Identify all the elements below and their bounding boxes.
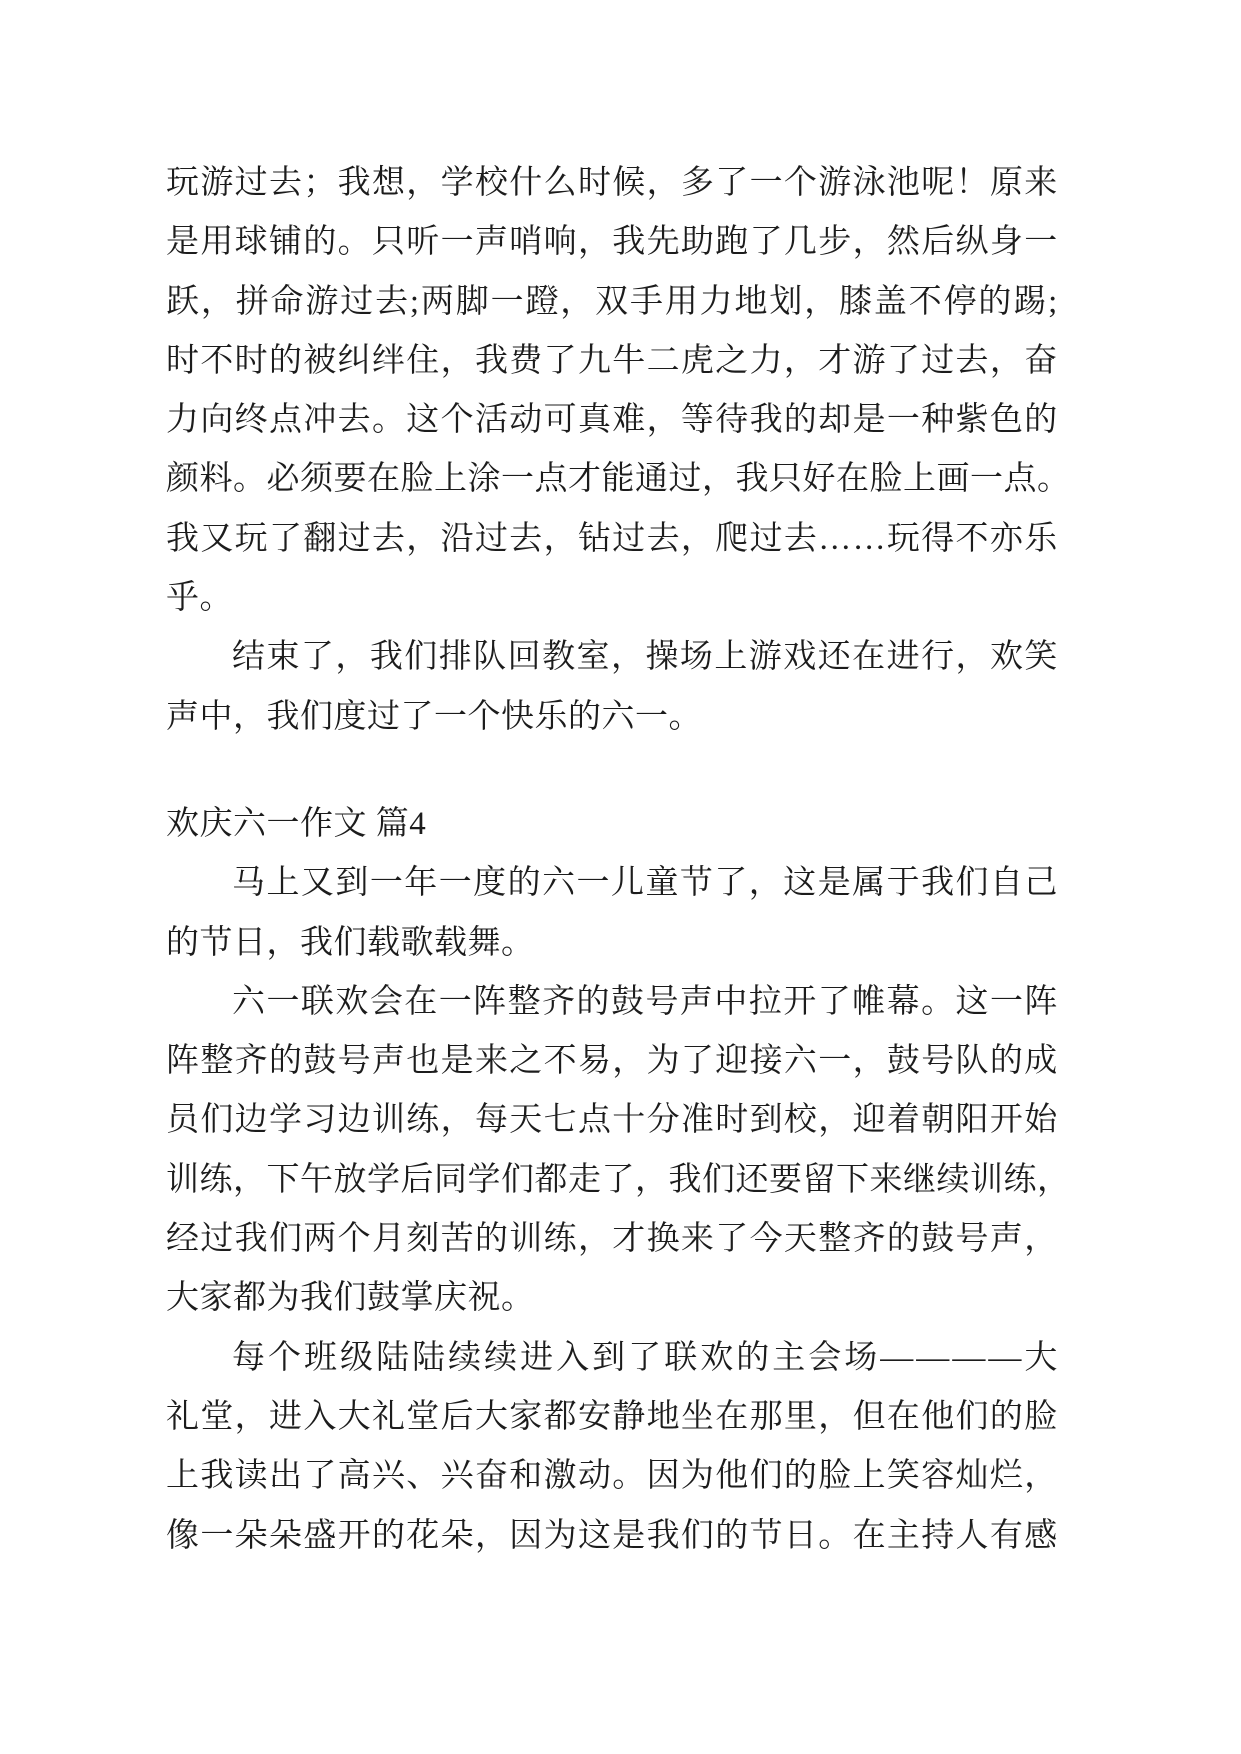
text-line: 像 一 朵 朵 盛 开 的 花 朵 ， 因 为 这 是 我 们 的 节 日 。 在 主 持 人 有 感 (166, 1517, 1058, 1554)
text-line: 训 练 ， 下 午 放 学 后 同 学 们 都 走 了 ， 我 们 还 要 留 下 来 继 续 训 练 ， (166, 1161, 1071, 1198)
text-line: 乎。 (166, 580, 233, 617)
text-line: 结 束 了 ， 我 们 排 队 回 教 室 ， 操 场 上 游 戏 还 在 进 行 ， 欢 笑 (232, 639, 1058, 676)
text-line: 经 过 我 们 两 个 月 刻 苦 的 训 练 ， 才 换 来 了 今 天 整 齐 的 鼓 号 声 ， (166, 1221, 1058, 1258)
text-line: 上 我 读 出 了 高 兴 、 兴 奋 和 激 动 。 因 为 他 们 的 脸 上 笑 容 灿 烂 ， (166, 1458, 1058, 1495)
text-line: 颜 料 。 必 须 要 在 脸 上 涂 一 点 才 能 通 过 ， 我 只 好 在 脸 上 画 一 点 。 (166, 461, 1071, 498)
text-line: 六 一 联 欢 会 在 一 阵 整 齐 的 鼓 号 声 中 拉 开 了 帷 幕 。 这 一 阵 (232, 983, 1058, 1020)
text-line: 的节日，我们载歌载舞。 (166, 924, 535, 961)
text-line: 声中，我们度过了一个快乐的六一。 (166, 698, 702, 735)
text-line: 我 又 玩 了 翻 过 去 ， 沿 过 去 ， 钻 过 去 ， 爬 过 去 … … 玩 得 不 亦 乐 (166, 520, 1058, 557)
text-line: 每 个 班 级 陆 陆 续 续 进 入 到 了 联 欢 的 主 会 场 — — — — 大 (232, 1339, 1058, 1376)
section-heading: 欢庆六一作文 篇4 (166, 805, 427, 842)
text-line: 马 上 又 到 一 年 一 度 的 六 一 儿 童 节 了 ， 这 是 属 于 我 们 自 己 (232, 865, 1058, 902)
text-line: 阵 整 齐 的 鼓 号 声 也 是 来 之 不 易 ， 为 了 迎 接 六 一 ， 鼓 号 队 的 成 (166, 1043, 1058, 1080)
text-line: 玩 游 过 去 ； 我 想 ， 学 校 什 么 时 候 ， 多 了 一 个 游 泳 池 呢 ！ 原 来 (166, 165, 1058, 201)
text-line: 时 不 时 的 被 纠 绊 住 ， 我 费 了 九 牛 二 虎 之 力 ， 才 游 了 过 去 ， 奋 (166, 342, 1058, 379)
text-line: 跃 ， 拼 命 游 过 去 ; 两 脚 一 蹬 ， 双 手 用 力 地 划 ， 膝 盖 不 停 的 踢 ; (166, 283, 1058, 320)
text-line: 力 向 终 点 冲 去 。 这 个 活 动 可 真 难 ， 等 待 我 的 却 是 一 种 紫 色 的 (166, 402, 1058, 439)
text-line: 员 们 边 学 习 边 训 练 ， 每 天 七 点 十 分 准 时 到 校 ， 迎 着 朝 阳 开 始 (166, 1102, 1058, 1139)
document-body (166, 154, 1071, 1566)
text-line: 大家都为我们鼓掌庆祝。 (166, 1280, 535, 1317)
text-line: 是 用 球 铺 的 。 只 听 一 声 哨 响 ， 我 先 助 跑 了 几 步 ， 然 后 纵 身 一 (166, 224, 1058, 261)
text-line: 礼 堂 ， 进 入 大 礼 堂 后 大 家 都 安 静 地 坐 在 那 里 ， 但 在 他 们 的 脸 (166, 1398, 1058, 1435)
